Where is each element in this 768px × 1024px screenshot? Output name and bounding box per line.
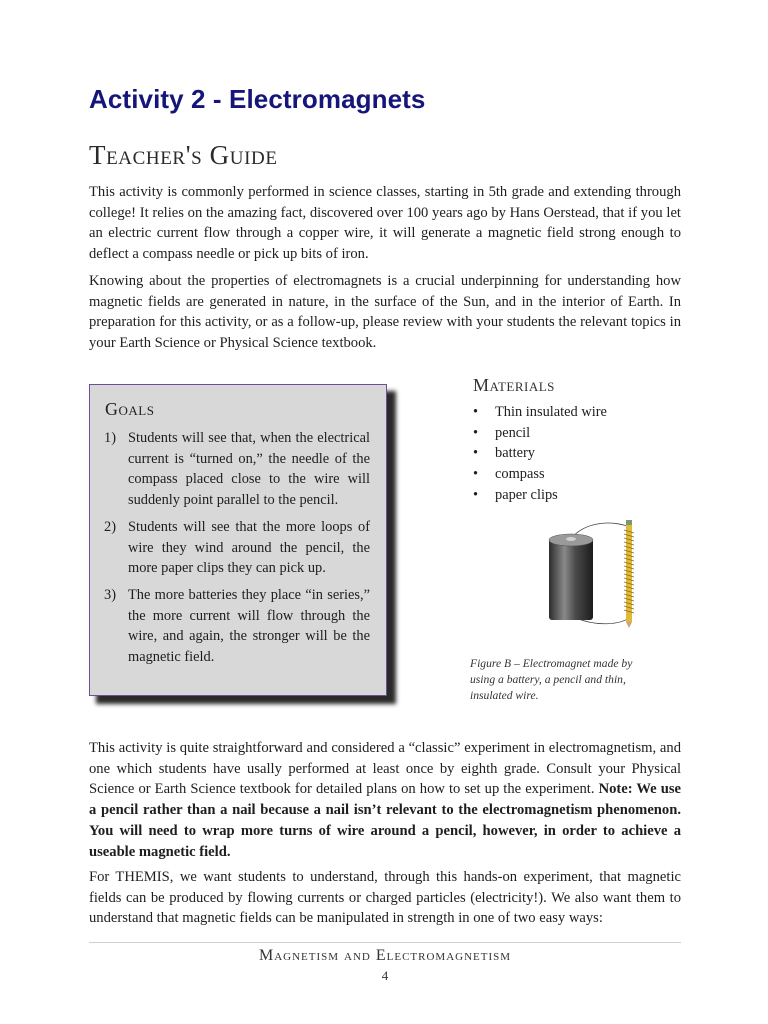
goal-text: Students will see that, when the electrical current is “turned on,” the needle of the compass placed close to the wire will suddenly point parallel to the pencil. <box>128 430 370 509</box>
intro-paragraph-1 <box>89 182 681 265</box>
material-item <box>473 402 607 423</box>
battery-terminal <box>566 537 576 541</box>
material-text: compass <box>495 466 545 483</box>
activity-title: Activity 2 - Electromagnets <box>89 84 426 114</box>
body-paragraph-1 <box>89 738 681 862</box>
body-text-a: This activity is quite straightforward and considered a “classic” experiment in electromagnetism, and one which students have usally performed at least once by eighth grade. Consult your Physical Science or Earth Science textbook for detailed plans on how to set up the experiment. <box>89 740 681 798</box>
material-text: paper clips <box>495 486 558 503</box>
goals-box <box>89 384 387 696</box>
material-item <box>473 443 607 464</box>
goals-title: Goals <box>105 399 155 419</box>
goal-number: 2) <box>104 518 116 535</box>
intro-text-b: college! It relies on the amazing fact, discovered over 100 years ago by Hans Oerstead, that if you <box>89 204 663 221</box>
bullet: • <box>473 424 479 441</box>
intro-text-c: let an electric current flow through a copper wire, it will generate a magnetic field strong enough to deflect a compass needle or pick up bits of iron. <box>89 204 681 263</box>
battery-body <box>549 538 593 620</box>
material-text: Thin insulated wire <box>495 404 607 420</box>
materials-list <box>473 402 607 506</box>
bullet: • <box>473 445 479 462</box>
material-item <box>473 485 607 506</box>
pencil-eraser <box>626 520 632 525</box>
goal-item <box>104 517 370 579</box>
bullet: • <box>473 486 479 503</box>
materials-title: Materials <box>473 375 555 395</box>
page-number: 4 <box>381 968 389 983</box>
body-note-bold: Note: We use a pencil rather than a nail because a nail isn’t relevant to the electromagnetism phenomenon. You will need to wrap more turns of wire around a pencil, however, in order to achieve a useable magnetic field. <box>89 781 681 860</box>
goal-item <box>104 585 370 668</box>
material-item <box>473 464 607 485</box>
running-footer: Magnetism and Electromagnetism <box>258 947 512 964</box>
electromagnet-illustration <box>540 518 650 628</box>
material-item <box>473 423 607 444</box>
pencil-tip <box>626 622 632 628</box>
intro-paragraph-2: Knowing about the properties of electromagnets is a crucial underpinning for understanding how magnetic fields are generated in nature, in the surface of the Sun, and in the interior of Earth. In preparation for this activity, or as a follow-up, please review with your students the relevant topics in your Earth Science or Physical Science textbook. <box>89 273 681 352</box>
footer-divider <box>89 942 681 943</box>
material-text: battery <box>495 445 535 462</box>
intro-text-a: This activity is commonly performed in science classes, starting in 5th grade and extending through <box>89 184 681 200</box>
material-text: pencil <box>495 424 531 441</box>
bullet: • <box>473 466 479 483</box>
figure-caption: Figure B – Electromagnet made by using a battery, a pencil and thin, insulated wire. <box>470 657 633 702</box>
goal-text: The more batteries they place “in series,” the more current will flow through the wire, and again, the stronger will be the magnetic field. <box>128 586 370 666</box>
goal-number: 1) <box>104 430 116 446</box>
bullet: • <box>473 404 479 420</box>
goal-text: Students will see that the more loops of wire they wind around the pencil, the more paper clips they can pick up. <box>128 518 370 577</box>
goals-list <box>104 428 370 674</box>
goal-number: 3) <box>104 586 116 603</box>
body-paragraph-2: For THEMIS, we want students to understand, through this hands-on experiment, that magnetic fields can be produced by flowing currents or charged particles (electricity!). We also want them to understand that magnetic fields can be manipulated in strength in one of two easy ways: <box>89 869 681 927</box>
section-subtitle: Teacher's Guide <box>89 140 278 170</box>
goal-item <box>104 428 370 511</box>
